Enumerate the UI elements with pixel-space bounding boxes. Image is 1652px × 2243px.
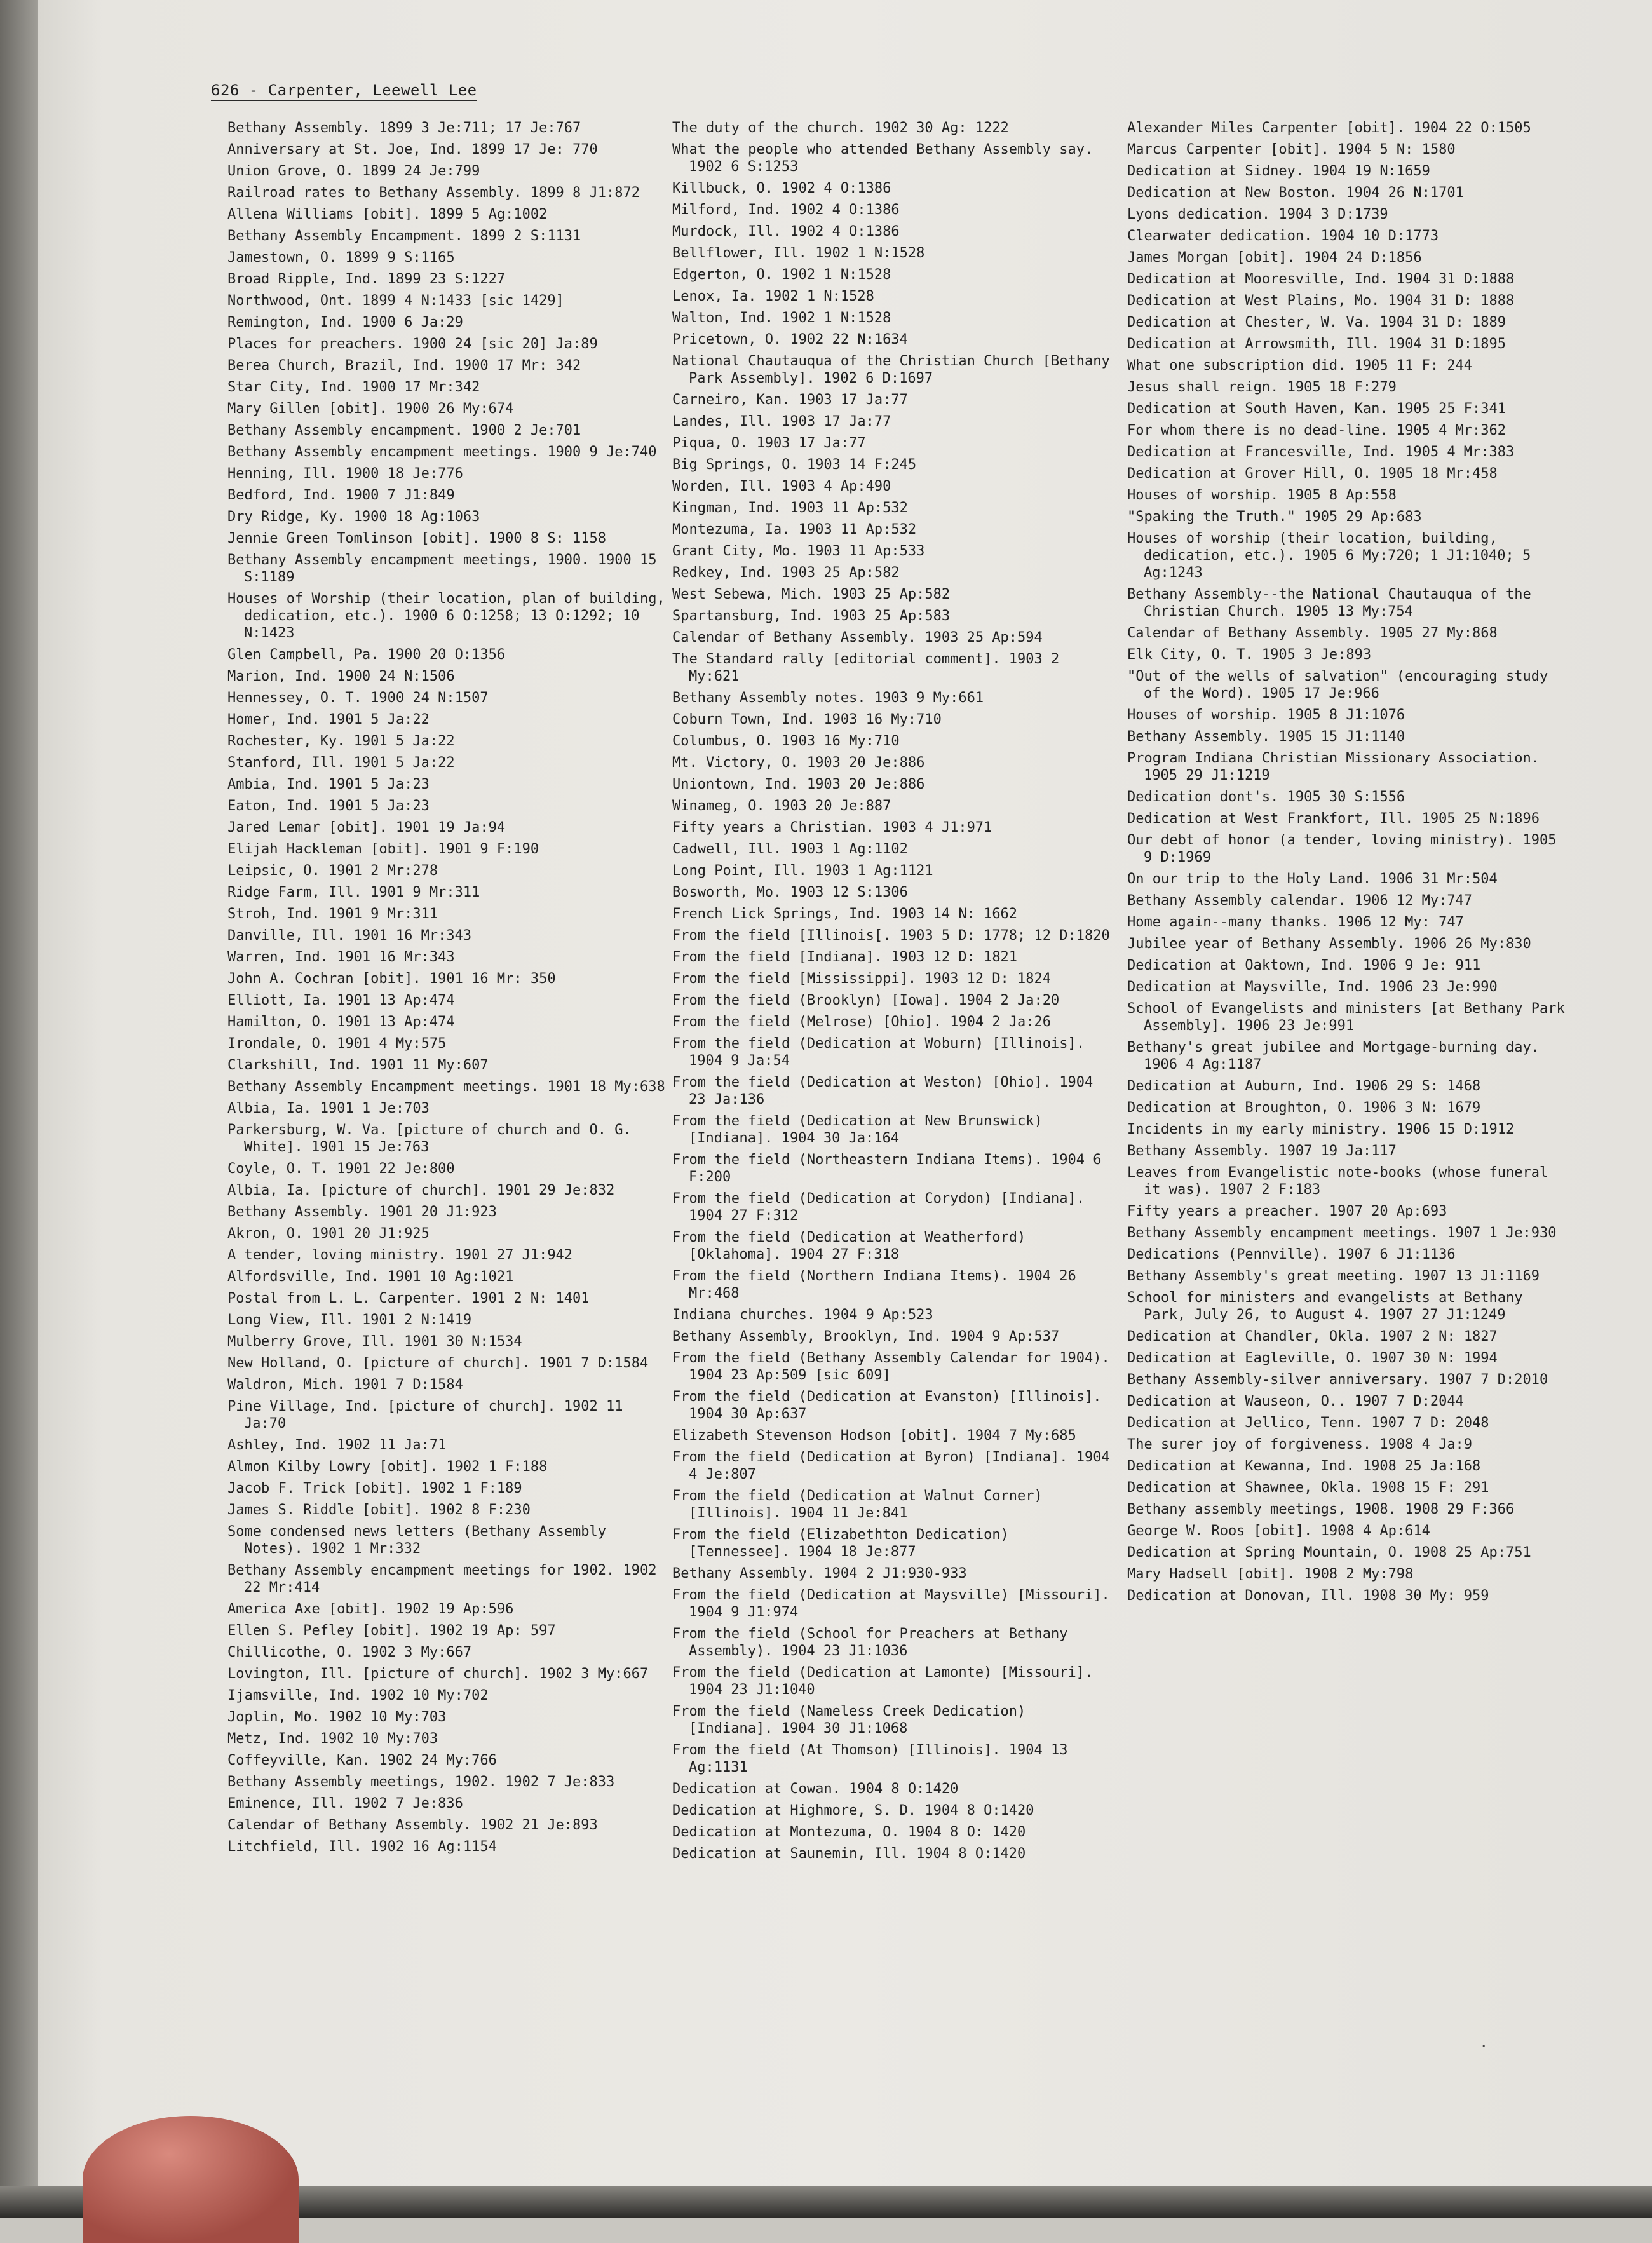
index-entry: Places for preachers. 1900 24 [sic 20] Ja:89 (227, 336, 598, 352)
index-entry: Coburn Town, Ind. 1903 16 My:710 (672, 712, 942, 728)
index-entry: Bethany Assembly. 1905 15 J1:1140 (1127, 729, 1405, 745)
index-entry: Remington, Ind. 1900 6 Ja:29 (227, 315, 463, 330)
index-entry: Coyle, O. T. 1901 22 Je:800 (227, 1161, 455, 1177)
index-entry: Dedication at Spring Mountain, O. 1908 25 Ap:751 (1127, 1545, 1531, 1561)
index-entry: Calendar of Bethany Assembly. 1903 25 Ap:594 (672, 630, 1043, 646)
index-entry: Dedication at Oaktown, Ind. 1906 9 Je: 911 (1127, 958, 1481, 973)
index-column-1 (227, 119, 672, 1860)
index-entry: Killbuck, O. 1902 4 O:1386 (672, 180, 891, 196)
index-entry: Edgerton, O. 1902 1 N:1528 (672, 267, 891, 283)
index-entry: Irondale, O. 1901 4 My:575 (227, 1036, 447, 1052)
index-entry: "Spaking the Truth." 1905 29 Ap:683 (1127, 509, 1422, 525)
index-entry: Union Grove, O. 1899 24 Je:799 (227, 163, 480, 179)
index-entry: Dedication at Kewanna, Ind. 1908 25 Ja:168 (1127, 1458, 1481, 1474)
index-entry: A tender, loving ministry. 1901 27 J1:942 (227, 1247, 573, 1263)
index-entry: Dedication at Chandler, Okla. 1907 2 N: 1827 (1127, 1329, 1498, 1345)
index-entry: Mt. Victory, O. 1903 20 Je:886 (672, 755, 925, 771)
index-entry: Broad Ripple, Ind. 1899 23 S:1227 (227, 271, 506, 287)
index-entry: From the field [Indiana]. 1903 12 D: 1821 (672, 949, 1018, 965)
index-entry: Bethany Assembly-silver anniversary. 1907 7 D:2010 (1127, 1372, 1548, 1388)
index-entry: From the field (School for Preachers at Bethany Assembly). 1904 23 J1:1036 (672, 1626, 1068, 1659)
index-entry: From the field (Northern Indiana Items). 1904 26 Mr:468 (672, 1268, 1076, 1301)
index-entry: Elijah Hackleman [obit]. 1901 9 F:190 (227, 841, 539, 857)
index-entry: From the field (Brooklyn) [Iowa]. 1904 2 Ja:20 (672, 993, 1060, 1008)
index-entry: Bellflower, Ill. 1902 1 N:1528 (672, 245, 925, 261)
index-entry: Ashley, Ind. 1902 11 Ja:71 (227, 1437, 447, 1453)
index-entry: Bethany Assembly encampment meetings, 1900. 1900 15 S:1189 (227, 552, 657, 585)
index-entry: Bethany Assembly encampment meetings. 1907 1 Je:930 (1127, 1225, 1557, 1241)
index-entry: Dedication at Auburn, Ind. 1906 29 S: 1468 (1127, 1078, 1481, 1094)
page-mark: . (1479, 2033, 1489, 2051)
index-entry: Dedication at Donovan, Ill. 1908 30 My: 959 (1127, 1588, 1489, 1604)
index-entry: Jared Lemar [obit]. 1901 19 Ja:94 (227, 820, 506, 836)
index-entry: Calendar of Bethany Assembly. 1905 27 My:868 (1127, 625, 1498, 641)
index-entry: Milford, Ind. 1902 4 O:1386 (672, 202, 900, 218)
index-entry: For whom there is no dead-line. 1905 4 Mr:362 (1127, 423, 1506, 438)
index-entry: Dedication at New Boston. 1904 26 N:1701 (1127, 185, 1464, 201)
index-entry: Elliott, Ia. 1901 13 Ap:474 (227, 993, 455, 1008)
index-entry: Program Indiana Christian Missionary Association. 1905 29 J1:1219 (1127, 750, 1540, 783)
index-entry: West Sebewa, Mich. 1903 25 Ap:582 (672, 586, 951, 602)
index-entry: Marion, Ind. 1900 24 N:1506 (227, 668, 455, 684)
index-entry: Bethany Assembly. 1899 3 Je:711; 17 Je:767 (227, 120, 581, 136)
index-entry: Mulberry Grove, Ill. 1901 30 N:1534 (227, 1334, 522, 1350)
index-entry: Almon Kilby Lowry [obit]. 1902 1 F:188 (227, 1459, 548, 1475)
index-entry: Bethany Assembly notes. 1903 9 My:661 (672, 690, 984, 706)
index-entry: Danville, Ill. 1901 16 Mr:343 (227, 928, 472, 944)
index-entry: The Standard rally [editorial comment]. 1903 2 My:621 (672, 651, 1060, 684)
index-entry: Henning, Ill. 1900 18 Je:776 (227, 466, 463, 482)
index-entry: Marcus Carpenter [obit]. 1904 5 N: 1580 (1127, 142, 1456, 158)
index-entry: Jamestown, O. 1899 9 S:1165 (227, 250, 455, 266)
index-entry: From the field (Nameless Creek Dedication) [Indiana]. 1904 30 J1:1068 (672, 1704, 1026, 1737)
index-entry: Dedication at Mooresville, Ind. 1904 31 D:1888 (1127, 271, 1515, 287)
index-entry: Glen Campbell, Pa. 1900 20 O:1356 (227, 647, 506, 663)
index-entry: Piqua, O. 1903 17 Ja:77 (672, 435, 866, 451)
index-entry: New Holland, O. [picture of church]. 1901 7 D:1584 (227, 1355, 649, 1371)
index-entry: From the field (Elizabethton Dedication) [Tennessee]. 1904 18 Je:877 (672, 1527, 1009, 1560)
index-entry: Warren, Ind. 1901 16 Mr:343 (227, 949, 455, 965)
index-column-2 (672, 119, 1117, 1867)
index-entry: Dedication at Shawnee, Okla. 1908 15 F: 291 (1127, 1480, 1489, 1496)
index-entry: Ridge Farm, Ill. 1901 9 Mr:311 (227, 884, 480, 900)
index-entry: From the field (Dedication at Maysville) [Missouri]. 1904 9 J1:974 (672, 1587, 1110, 1620)
index-entry: Alexander Miles Carpenter [obit]. 1904 22 O:1505 (1127, 120, 1531, 136)
index-entry: Eaton, Ind. 1901 5 Ja:23 (227, 798, 430, 814)
index-entry: From the field [Illinois[. 1903 5 D: 1778; 12 D:1820 (672, 928, 1110, 944)
index-entry: John A. Cochran [obit]. 1901 16 Mr: 350 (227, 971, 556, 987)
index-entry: Alfordsville, Ind. 1901 10 Ag:1021 (227, 1269, 514, 1285)
index-entry: Akron, O. 1901 20 J1:925 (227, 1226, 430, 1242)
index-entry: From the field (Northeastern Indiana Items). 1904 6 F:200 (672, 1152, 1102, 1185)
index-entry: Uniontown, Ind. 1903 20 Je:886 (672, 776, 925, 792)
index-entry: Dedication at Sidney. 1904 19 N:1659 (1127, 163, 1430, 179)
index-entry: Jubilee year of Bethany Assembly. 1906 26 My:830 (1127, 936, 1531, 952)
index-column-3 (1127, 119, 1572, 1609)
index-entry: Incidents in my early ministry. 1906 15 D:1912 (1127, 1122, 1515, 1137)
index-entry: The duty of the church. 1902 30 Ag: 1222 (672, 120, 1009, 136)
index-entry: Clarkshill, Ind. 1901 11 My:607 (227, 1057, 489, 1073)
index-entry: Dedications (Pennville). 1907 6 J1:1136 (1127, 1247, 1456, 1263)
index-entry: Bethany Assembly, Brooklyn, Ind. 1904 9 Ap:537 (672, 1329, 1060, 1345)
index-entry: Elk City, O. T. 1905 3 Je:893 (1127, 647, 1372, 663)
index-entry: National Chautauqua of the Christian Church [Bethany Park Assembly]. 1902 6 D:1697 (672, 353, 1110, 386)
page-header: 626 - Carpenter, Leewell Lee (211, 81, 477, 101)
index-entry: School of Evangelists and ministers [at Bethany Park Assembly]. 1906 23 Je:991 (1127, 1001, 1565, 1034)
index-entry: From the field (Dedication at Walnut Corner) [Illinois]. 1904 11 Je:841 (672, 1488, 1043, 1521)
index-entry: Mary Hadsell [obit]. 1908 2 My:798 (1127, 1566, 1414, 1582)
index-entry: Dedication at Francesville, Ind. 1905 4 Mr:383 (1127, 444, 1515, 460)
index-entry: Bethany Assembly--the National Chautauqua of the Christian Church. 1905 13 My:754 (1127, 586, 1531, 620)
index-entry: Montezuma, Ia. 1903 11 Ap:532 (672, 522, 917, 538)
index-entry: Dedication at West Plains, Mo. 1904 31 D: 1888 (1127, 293, 1515, 309)
index-entry: Carneiro, Kan. 1903 17 Ja:77 (672, 392, 908, 408)
index-entry: Murdock, Ill. 1902 4 O:1386 (672, 224, 900, 240)
index-entry: Calendar of Bethany Assembly. 1902 21 Je:893 (227, 1817, 598, 1833)
index-entry: Dedication at Broughton, O. 1906 3 N: 1679 (1127, 1100, 1481, 1116)
index-entry: Bedford, Ind. 1900 7 J1:849 (227, 487, 455, 503)
index-entry: Dedication at South Haven, Kan. 1905 25 F:341 (1127, 401, 1506, 417)
index-entry: From the field [Mississippi]. 1903 12 D: 1824 (672, 971, 1052, 987)
index-entry: America Axe [obit]. 1902 19 Ap:596 (227, 1601, 514, 1617)
index-entry: Houses of worship. 1905 8 J1:1076 (1127, 707, 1405, 723)
index-entry: Bethany's great jubilee and Mortgage-burning day. 1906 4 Ag:1187 (1127, 1040, 1540, 1073)
index-entry: Fifty years a preacher. 1907 20 Ap:693 (1127, 1203, 1447, 1219)
index-entry: Long View, Ill. 1901 2 N:1419 (227, 1312, 472, 1328)
index-entry: Kingman, Ind. 1903 11 Ap:532 (672, 500, 908, 516)
index-entry: Big Springs, O. 1903 14 F:245 (672, 457, 917, 473)
index-entry: Anniversary at St. Joe, Ind. 1899 17 Je: 770 (227, 142, 598, 158)
index-entry: Dedication dont's. 1905 30 S:1556 (1127, 789, 1405, 805)
index-entry: Bethany Assembly encampment meetings for 1902. 1902 22 Mr:414 (227, 1562, 657, 1596)
index-entry: Coffeyville, Kan. 1902 24 My:766 (227, 1752, 497, 1768)
index-entry: Fifty years a Christian. 1903 4 J1:971 (672, 820, 992, 836)
index-entry: Albia, Ia. 1901 1 Je:703 (227, 1101, 430, 1116)
index-entry: Dedication at Grover Hill, O. 1905 18 Mr:458 (1127, 466, 1498, 482)
index-entry: Dedication at Chester, W. Va. 1904 31 D: 1889 (1127, 315, 1506, 330)
index-entry: Bethany Assembly. 1901 20 J1:923 (227, 1204, 497, 1220)
index-entry: Parkersburg, W. Va. [picture of church and O. G. White]. 1901 15 Je:763 (227, 1122, 632, 1155)
index-entry: From the field (Bethany Assembly Calendar for 1904). 1904 23 Ap:509 [sic 609] (672, 1350, 1110, 1383)
index-entry: Eminence, Ill. 1902 7 Je:836 (227, 1796, 463, 1812)
index-entry: Dedication at Saunemin, Ill. 1904 8 O:1420 (672, 1846, 1026, 1862)
index-entry: Some condensed news letters (Bethany Assembly Notes). 1902 1 Mr:332 (227, 1524, 607, 1557)
thumb-holding-page (83, 2116, 299, 2243)
index-entry: Albia, Ia. [picture of church]. 1901 29 Je:832 (227, 1182, 615, 1198)
index-entry: Bethany Assembly's great meeting. 1907 13 J1:1169 (1127, 1268, 1540, 1284)
index-entry: From the field (Dedication at New Brunswick) [Indiana]. 1904 30 Ja:164 (672, 1113, 1043, 1146)
index-entry: Bethany Assembly Encampment. 1899 2 S:1131 (227, 228, 581, 244)
index-entry: Houses of Worship (their location, plan of building, dedication, etc.). 1900 6 O:1258; 13 O:1292; 10 N:1423 (227, 591, 665, 641)
index-entry: Bethany Assembly calendar. 1906 12 My:747 (1127, 893, 1473, 909)
index-entry: Dedication at Cowan. 1904 8 O:1420 (672, 1781, 959, 1797)
index-entry: Our debt of honor (a tender, loving ministry). 1905 9 D:1969 (1127, 832, 1557, 865)
index-entry: Northwood, Ont. 1899 4 N:1433 [sic 1429] (227, 293, 564, 309)
index-entry: Bethany assembly meetings, 1908. 1908 29 F:366 (1127, 1501, 1515, 1517)
index-entry: Jesus shall reign. 1905 18 F:279 (1127, 379, 1397, 395)
index-entry: Bethany Assembly encampment. 1900 2 Je:701 (227, 423, 581, 438)
index-entry: Bethany Assembly. 1907 19 Ja:117 (1127, 1143, 1397, 1159)
index-entry: Dedication at West Frankfort, Ill. 1905 25 N:1896 (1127, 811, 1540, 827)
index-entry: From the field (Dedication at Lamonte) [Missouri]. 1904 23 J1:1040 (672, 1665, 1093, 1698)
index-entry: Dedication at Wauseon, O.. 1907 7 D:2044 (1127, 1393, 1464, 1409)
index-entry: From the field (At Thomson) [Illinois]. 1904 13 Ag:1131 (672, 1742, 1068, 1775)
index-entry: Star City, Ind. 1900 17 Mr:342 (227, 379, 480, 395)
index-entry: From the field (Dedication at Weston) [Ohio]. 1904 23 Ja:136 (672, 1074, 1093, 1108)
index-entry: Long Point, Ill. 1903 1 Ag:1121 (672, 863, 933, 879)
index-entry: Dedication at Montezuma, O. 1904 8 O: 1420 (672, 1824, 1026, 1840)
index-entry: Hennessey, O. T. 1900 24 N:1507 (227, 690, 489, 706)
index-entry: Houses of worship (their location, building, dedication, etc.). 1905 6 My:720; 1 J1:1040; 5 Ag:1243 (1127, 531, 1531, 581)
index-entry: Elizabeth Stevenson Hodson [obit]. 1904 7 My:685 (672, 1428, 1076, 1444)
index-entry: Home again--many thanks. 1906 12 My: 747 (1127, 914, 1464, 930)
index-entry: James S. Riddle [obit]. 1902 8 F:230 (227, 1502, 531, 1518)
index-entry: What the people who attended Bethany Assembly say. 1902 6 S:1253 (672, 142, 1093, 175)
index-entry: Dry Ridge, Ky. 1900 18 Ag:1063 (227, 509, 480, 525)
index-entry: Bosworth, Mo. 1903 12 S:1306 (672, 884, 908, 900)
index-entry: Winameg, O. 1903 20 Je:887 (672, 798, 891, 814)
index-entry: Pine Village, Ind. [picture of church]. 1902 11 Ja:70 (227, 1399, 623, 1432)
index-entry: Worden, Ill. 1903 4 Ap:490 (672, 478, 891, 494)
index-entry: The surer joy of forgiveness. 1908 4 Ja:9 (1127, 1437, 1473, 1453)
index-entry: Waldron, Mich. 1901 7 D:1584 (227, 1377, 463, 1393)
index-entry: Landes, Ill. 1903 17 Ja:77 (672, 414, 891, 430)
index-entry: George W. Roos [obit]. 1908 4 Ap:614 (1127, 1523, 1430, 1539)
index-entry: Dedication at Maysville, Ind. 1906 23 Je:990 (1127, 979, 1498, 995)
index-entry: From the field (Dedication at Evanston) [Illinois]. 1904 30 Ap:637 (672, 1389, 1102, 1422)
index-entry: On our trip to the Holy Land. 1906 31 Mr:504 (1127, 871, 1498, 887)
index-entry: Berea Church, Brazil, Ind. 1900 17 Mr: 342 (227, 358, 581, 374)
index-entry: Spartansburg, Ind. 1903 25 Ap:583 (672, 608, 951, 624)
index-entry: Ijamsville, Ind. 1902 10 My:702 (227, 1688, 489, 1704)
book-spine-shadow (0, 0, 38, 2218)
index-entry: Jennie Green Tomlinson [obit]. 1900 8 S: 1158 (227, 531, 607, 546)
index-entry: From the field (Melrose) [Ohio]. 1904 2 Ja:26 (672, 1014, 1052, 1030)
index-entry: What one subscription did. 1905 11 F: 244 (1127, 358, 1473, 374)
index-entry: Homer, Ind. 1901 5 Ja:22 (227, 712, 430, 728)
index-entry: Dedication at Arrowsmith, Ill. 1904 31 D:1895 (1127, 336, 1506, 352)
index-entry: Indiana churches. 1904 9 Ap:523 (672, 1307, 933, 1323)
index-entry: James Morgan [obit]. 1904 24 D:1856 (1127, 250, 1422, 266)
index-entry: Walton, Ind. 1902 1 N:1528 (672, 310, 891, 326)
index-entry: Grant City, Mo. 1903 11 Ap:533 (672, 543, 925, 559)
index-entry: Ellen S. Pefley [obit]. 1902 19 Ap: 597 (227, 1623, 556, 1639)
index-entry: Lenox, Ia. 1902 1 N:1528 (672, 288, 874, 304)
index-entry: Stroh, Ind. 1901 9 Mr:311 (227, 906, 438, 922)
index-entry: From the field (Dedication at Weatherford) [Oklahoma]. 1904 27 F:318 (672, 1230, 1026, 1263)
index-entry: Rochester, Ky. 1901 5 Ja:22 (227, 733, 455, 749)
index-entry: Litchfield, Ill. 1902 16 Ag:1154 (227, 1839, 497, 1855)
index-entry: Bethany Assembly meetings, 1902. 1902 7 Je:833 (227, 1774, 615, 1790)
index-entry: Bethany Assembly encampment meetings. 1900 9 Je:740 (227, 444, 657, 460)
index-entry: From the field (Dedication at Byron) [Indiana]. 1904 4 Je:807 (672, 1449, 1110, 1482)
index-entry: Dedication at Eagleville, O. 1907 30 N: 1994 (1127, 1350, 1498, 1366)
index-entry: Bethany Assembly Encampment meetings. 1901 18 My:638 (227, 1079, 665, 1095)
index-entry: Dedication at Highmore, S. D. 1904 8 O:1420 (672, 1803, 1034, 1819)
index-entry: School for ministers and evangelists at Bethany Park, July 26, to August 4. 1907 27 J1:1249 (1127, 1290, 1523, 1323)
index-entry: Dedication at Jellico, Tenn. 1907 7 D: 2048 (1127, 1415, 1489, 1431)
index-entry: Redkey, Ind. 1903 25 Ap:582 (672, 565, 900, 581)
index-entry: "Out of the wells of salvation" (encouraging study of the Word). 1905 17 Je:966 (1127, 668, 1548, 701)
index-entry: Pricetown, O. 1902 22 N:1634 (672, 332, 908, 348)
index-entry: Chillicothe, O. 1902 3 My:667 (227, 1644, 472, 1660)
index-entry: Houses of worship. 1905 8 Ap:558 (1127, 487, 1397, 503)
index-entry: Ambia, Ind. 1901 5 Ja:23 (227, 776, 430, 792)
index-entry: Mary Gillen [obit]. 1900 26 My:674 (227, 401, 514, 417)
index-entry: Postal from L. L. Carpenter. 1901 2 N: 1401 (227, 1291, 590, 1306)
index-entry: Cadwell, Ill. 1903 1 Ag:1102 (672, 841, 908, 857)
index-entry: Clearwater dedication. 1904 10 D:1773 (1127, 228, 1439, 244)
index-entry: Leaves from Evangelistic note-books (whose funeral it was). 1907 2 F:183 (1127, 1165, 1548, 1198)
index-entry: Bethany Assembly. 1904 2 J1:930-933 (672, 1566, 967, 1582)
index-entry: Lyons dedication. 1904 3 D:1739 (1127, 207, 1388, 222)
index-entry: Stanford, Ill. 1901 5 Ja:22 (227, 755, 455, 771)
index-entry: Columbus, O. 1903 16 My:710 (672, 733, 900, 749)
index-entry: Lovington, Ill. [picture of church]. 1902 3 My:667 (227, 1666, 649, 1682)
index-entry: Hamilton, O. 1901 13 Ap:474 (227, 1014, 455, 1030)
index-entry: Leipsic, O. 1901 2 Mr:278 (227, 863, 438, 879)
index-entry: Allena Williams [obit]. 1899 5 Ag:1002 (227, 207, 548, 222)
index-entry: From the field (Dedication at Woburn) [Illinois]. 1904 9 Ja:54 (672, 1036, 1085, 1069)
index-entry: Railroad rates to Bethany Assembly. 1899 8 J1:872 (227, 185, 640, 201)
index-entry: Metz, Ind. 1902 10 My:703 (227, 1731, 438, 1747)
index-entry: French Lick Springs, Ind. 1903 14 N: 1662 (672, 906, 1018, 922)
index-entry: Joplin, Mo. 1902 10 My:703 (227, 1709, 447, 1725)
index-entry: Jacob F. Trick [obit]. 1902 1 F:189 (227, 1481, 522, 1496)
index-entry: From the field (Dedication at Corydon) [Indiana]. 1904 27 F:312 (672, 1191, 1085, 1224)
